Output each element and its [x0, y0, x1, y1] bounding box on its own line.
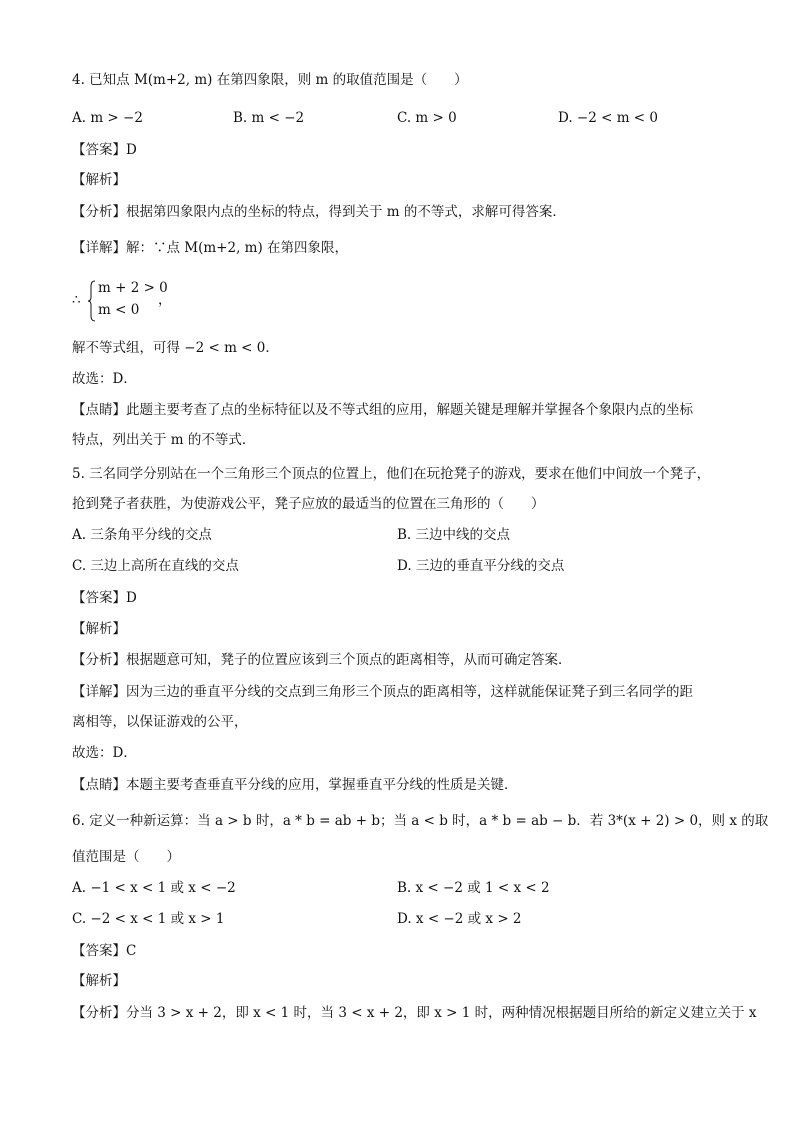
q4-option-d: D. −2 < m < 0 — [558, 110, 659, 126]
q6-option-d: D. x < −2 或 x > 2 — [397, 911, 522, 927]
q4-option-c: C. m > 0 — [397, 110, 457, 126]
brace-icon — [88, 280, 96, 322]
q4-therefore-symbol: ∴ — [72, 292, 81, 308]
q5-xiangjie-line2: 离相等，以保证游戏的公平， — [72, 714, 248, 730]
q6-option-c: C. −2 < x < 1 或 x > 1 — [72, 911, 225, 927]
q5-fenxi: 【分析】根据题意可知，凳子的位置应该到三个顶点的距离相等，从而可确定答案． — [72, 652, 572, 668]
q6-answer: 【答案】C — [72, 943, 137, 959]
q5-dianjing: 【点睛】本题主要考查垂直平分线的应用，掌握垂直平分线的性质是关键． — [72, 777, 518, 793]
q5-analysis-heading: 【解析】 — [72, 621, 126, 637]
q5-option-a: A. 三条角平分线的交点 — [72, 527, 212, 543]
q4-system-line2: m < 0 — [98, 302, 140, 318]
q4-fenxi: 【分析】根据第四象限内点的坐标的特点，得到关于 m 的不等式，求解可得答案． — [72, 204, 566, 220]
q6-analysis-heading: 【解析】 — [72, 973, 126, 989]
q5-option-d: D. 三边的垂直平分线的交点 — [397, 558, 565, 574]
q4-analysis-heading: 【解析】 — [72, 172, 126, 188]
q4-answer: 【答案】D — [72, 142, 137, 158]
q6-stem-line1: 6. 定义一种新运算：当 a > b 时，a * b = ab + b；当 a < b 时，a * b = ab − b．若 3*(x + 2) > 0，则 x 的取 — [72, 813, 769, 829]
q5-answer: 【答案】D — [72, 590, 137, 606]
q5-stem-line2: 抢到凳子者获胜，为使游戏公平，凳子应放的最适当的位置在三角形的（ ） — [72, 496, 545, 512]
q4-option-a: A. m > −2 — [72, 110, 143, 126]
q6-stem-line2: 值范围是（ ） — [72, 849, 180, 865]
q6-fenxi: 【分析】分当 3 > x + 2，即 x < 1 时，当 3 < x + 2，即 x > 1 时，两种情况根据题目所给的新定义建立关于 x — [72, 1005, 757, 1021]
q5-option-c: C. 三边上高所在直线的交点 — [72, 558, 239, 574]
q5-choose: 故选：D． — [72, 745, 137, 761]
q4-dianjing-line1: 【点睛】此题主要考查了点的坐标特征以及不等式组的应用，解题关键是理解并掌握各个象限内点的坐标 — [72, 402, 693, 418]
q4-solve: 解不等式组，可得 −2 < m < 0． — [72, 340, 279, 356]
q4-dianjing-line2: 特点，列出关于 m 的不等式． — [72, 432, 256, 448]
q4-system-line1: m + 2 > 0 — [98, 280, 168, 296]
q4-system-comma: ， — [158, 292, 172, 308]
q4-stem: 4. 已知点 M(m+2, m) 在第四象限，则 m 的取值范围是（ ） — [72, 72, 468, 88]
q6-option-a: A. −1 < x < 1 或 x < −2 — [72, 880, 236, 896]
q4-choose: 故选：D． — [72, 371, 137, 387]
q5-option-b: B. 三边中线的交点 — [397, 527, 511, 543]
q5-stem-line1: 5. 三名同学分别站在一个三角形三个顶点的位置上，他们在玩抢凳子的游戏，要求在他们中间放一个凳子， — [72, 466, 711, 482]
q5-xiangjie-line1: 【详解】因为三边的垂直平分线的交点到三角形三个顶点的距离相等，这样就能保证凳子到三名同学的距 — [72, 684, 693, 700]
q4-option-b: B. m < −2 — [233, 110, 305, 126]
q4-xiangjie: 【详解】解：∵点 M(m+2, m) 在第四象限， — [72, 240, 349, 256]
q6-option-b: B. x < −2 或 1 < x < 2 — [397, 880, 550, 896]
